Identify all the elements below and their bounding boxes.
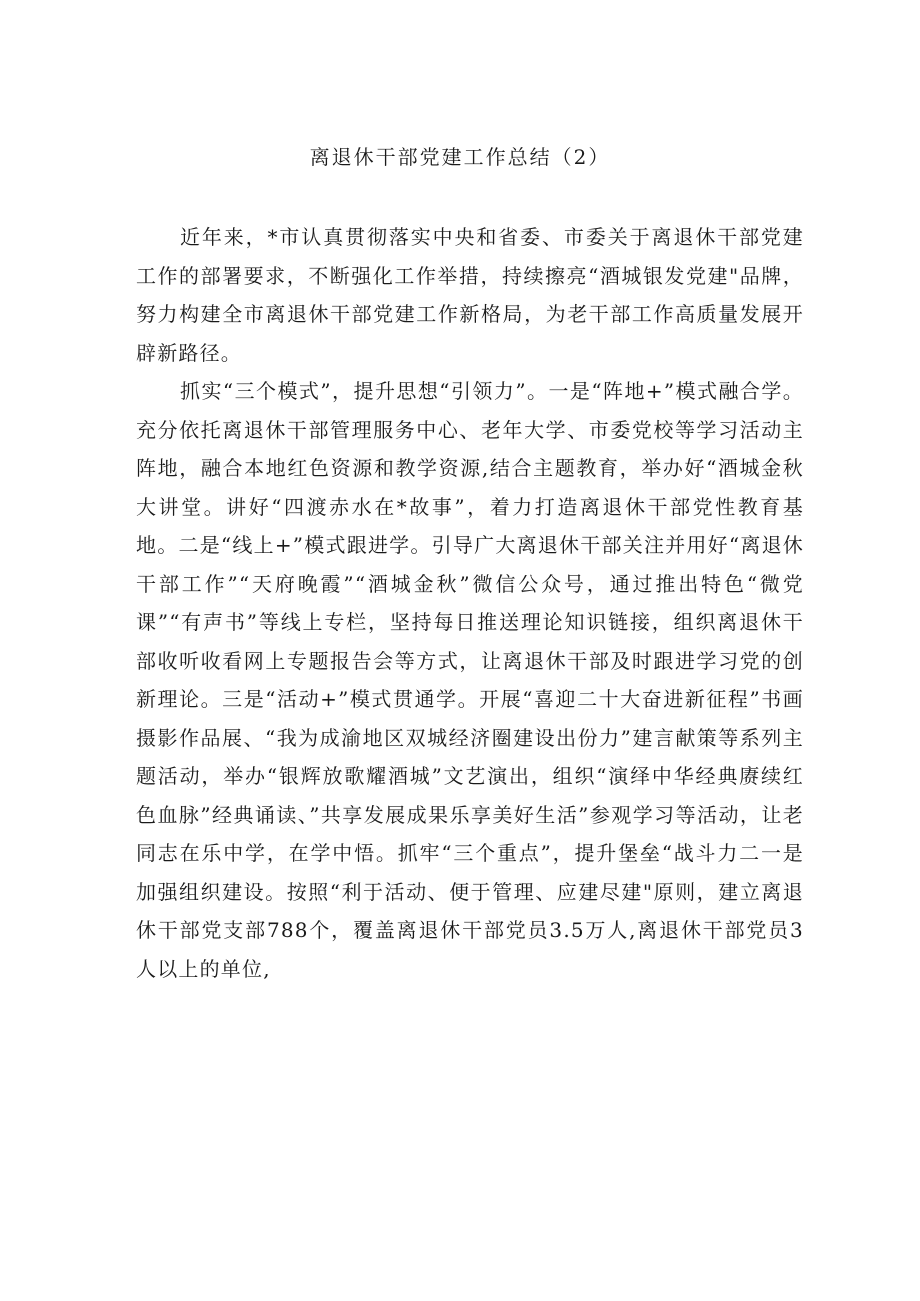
- document-body: [136, 218, 804, 988]
- document-title: 离退休干部党建工作总结（2）: [309, 145, 611, 169]
- paragraph-three-models: 抓实“三个模式”，提升思想“引领力”。一是“阵地+”模式融合学。充分依托离退休干部管理服务中心、老年大学、市委党校等学习活动主阵地，融合本地红色资源和教学资源,结合主题教育，举办好“酒城金秋大讲堂。讲好“四渡赤水在*故事”，着力打造离退休干部党性教育基地。二是“线上+”模式跟进学。引导广大离退休干部关注并用好“离退休干部工作”“天府晚霞”“酒城金秋”微信公众号，通过推出特色“微党课”“有声书”等线上专栏，坚持每日推送理论知识链接，组织离退休干部收听收看网上专题报告会等方式，让离退休干部及时跟进学习党的创新理论。三是“活动+”模式贯通学。开展“喜迎二十大奋进新征程”书画摄影作品展、“我为成渝地区双城经济圈建设出份力”建言献策等系列主题活动，举办“银辉放歌耀酒城”文艺演出，组织“演绎中华经典赓续红色血脉”经典诵读、”共享发展成果乐享美好生活”参观学习等活动，让老同志在乐中学，在学中悟。抓牢“三个重点”，提升堡垒“战斗力二一是加强组织建设。按照“利于活动、便于管理、应建尽建"原则，建立离退休干部党支部788个，覆盖离退休干部党员3.5万人,离退休干部党员3人以上的单位,: [136, 379, 804, 981]
- paragraph-intro: 近年来，*市认真贯彻落实中央和省委、市委关于离退休干部党建工作的部署要求，不断强化工作举措，持续擦亮“酒城银发党建"品牌，努力构建全市离退休干部党建工作新格局，为老干部工作高质量发展开辟新路径。: [136, 225, 804, 365]
